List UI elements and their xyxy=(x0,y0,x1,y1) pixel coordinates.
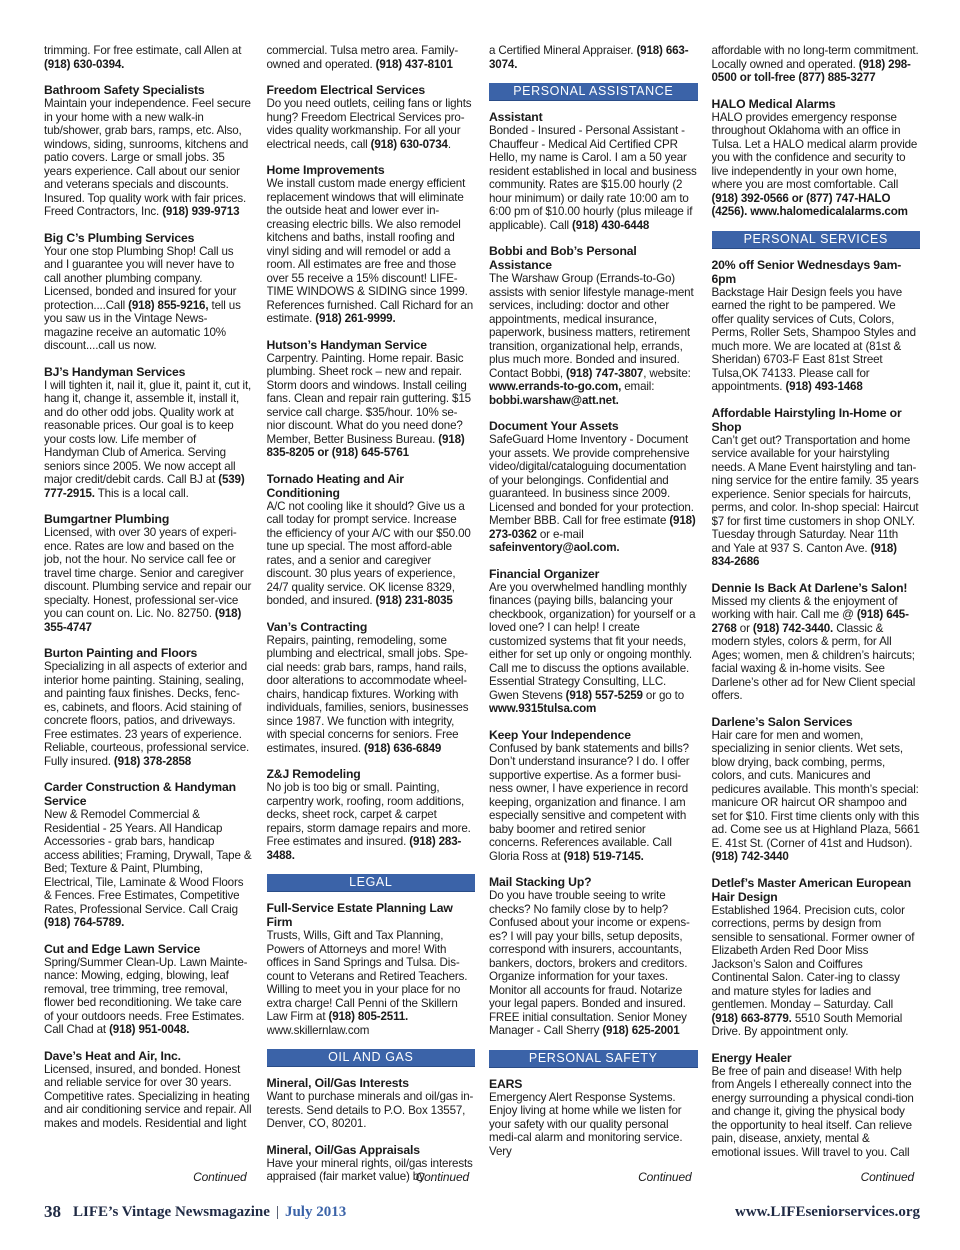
ad-text: or e-mail xyxy=(536,527,584,541)
classified-columns xyxy=(44,44,920,1184)
ad-body xyxy=(267,781,476,862)
ad-title: Affordable Hairstyling In-Home or Shop xyxy=(711,405,902,434)
ad-body xyxy=(712,1065,921,1160)
contact-info: www.9315tulsa.com xyxy=(489,702,597,715)
continued-label: Continued xyxy=(860,1169,914,1184)
ad-text: Emergency Alert Response Systems. Enjoy living at home while we listen for your safety with our quality personal medi-cal alarm and monitoring service. Very xyxy=(489,1090,683,1158)
ad-body xyxy=(44,44,253,71)
contact-info: (918) 273-0362 xyxy=(489,514,696,541)
ad-text: . xyxy=(447,137,451,151)
contact-info: (918) 764-5789. xyxy=(44,916,125,929)
classified-ad xyxy=(712,715,921,864)
ad-text: a Certified Mineral Appraiser. xyxy=(489,44,637,57)
ad-title: Mineral, Oil/Gas Interests xyxy=(266,1076,409,1090)
contact-info: (918) 283-3488. xyxy=(266,835,462,862)
ad-body xyxy=(267,97,476,151)
ad-text: Bonded - Insured - Personal Assistant - Chauffeur - Medical Aid Certified CPR Hello, my name is Carol. I am a 50 year resident established in local and business community. Rates are $15.00 hourly (2 hour minimum) or daily rate 10:00 am to 6:00 pm of $10.00 hourly (plus mileage if applicable). Call xyxy=(489,124,697,232)
ad-title: Mineral, Oil/Gas Appraisals xyxy=(266,1142,420,1157)
ad-text: SafeGuard Home Inventory - Document your assets. We provide comprehensive video/digital/cataloguing documentation of your belongings. Confidential and guaranteed. In business since 2009. Licensed and bonded for your protection. Member BBB. Call for free estimate xyxy=(489,433,694,527)
ad-text: or xyxy=(736,621,753,635)
ad-text: The Warshaw Group (Errands-to-Go) assists with senior lifestyle manage-ment services, including: doctor and other appointments, medical insurance, paperwork, business matters, retirement transition, organizational help, errands, plus much more. Bonded and insured. Contact Bobbi, xyxy=(489,272,694,380)
contact-info: www.errands-to-go.com, xyxy=(489,380,622,393)
footer-separator: | xyxy=(275,1203,279,1220)
classified-ad xyxy=(489,110,698,232)
ad-body xyxy=(267,500,476,608)
ad-text: Do you need outlets, ceiling fans or lights hung? Freedom Electrical Services pro-vides quality workmanship. For all your electrical needs, call xyxy=(266,97,472,151)
contact-info: safeinventory@aol.com. xyxy=(489,541,620,554)
ad-title: Bobbi and Bob’s Personal Assistance xyxy=(489,244,637,272)
column-3 xyxy=(489,44,698,1184)
contact-info: (918) 493-1468 xyxy=(785,380,863,393)
ad-body xyxy=(712,111,921,219)
contact-info: (918) 636-6849 xyxy=(364,741,442,755)
contact-info: (918) 805-2511. xyxy=(328,1010,409,1023)
ad-text: Backstage Hair Design feels you have earned the right to be pampered. We offer quality services of Cuts, Colors, Perms, Roller Sets, Shampoo Styles and much more. We are located at (81st & Sheridan) 6703-F East 81st Street Tulsa,OK 74133. Please call for appointments. xyxy=(711,285,916,393)
ad-title: Freedom Electrical Services xyxy=(266,83,426,97)
ad-text: commercial. Tulsa metro area. Family-owned and operated. xyxy=(266,44,459,71)
ad-title: Bumgartner Plumbing xyxy=(44,512,170,526)
ad-text: HALO provides emergency response throughout Oklahoma with an office in Tulsa. Let a HALO medical alarm provide you with the confidence and security to live independently in your own home, where you are most comfortable. Call xyxy=(711,110,918,191)
classified-ad xyxy=(44,1049,253,1131)
ad-text: Maintain your independence. Feel secure in your home with a new walk-in tub/shower, grab bars, ramps, etc. Also, windows, siding, sunrooms, kitchens and patio covers. Large or small jobs. 35 years experience. Call about our senior and veterans specials and discounts. Insured. Top quality work with fair prices. Freed Contractors, Inc. xyxy=(44,97,251,218)
contact-info: (918) 663-8779. xyxy=(711,1011,792,1025)
ad-body xyxy=(489,272,698,407)
ad-body xyxy=(712,434,921,569)
ad-title: Cut and Edge Lawn Service xyxy=(44,941,201,956)
continued-label: Continued xyxy=(415,1169,469,1184)
ad-title: Mail Stacking Up? xyxy=(489,875,592,889)
ad-text: I will tighten it, nail it, glue it, paint it, cut it, hang it, change it, assemble it, install it, and do other odd jobs. Quality work at reasonable prices. Our goal is to keep your costs low. Life member of Handyman Club of America. Serving seniors since 2005. We now accept all major credit/debit cards. Call BJ at xyxy=(44,378,252,486)
ad-body xyxy=(267,44,476,71)
contact-info: (918) 355-4747 xyxy=(44,607,242,634)
contact-info: (918) 834-2686 xyxy=(711,541,897,568)
ad-title: 20% off Senior Wednesdays 9am-6pm xyxy=(711,257,902,286)
ad-text: Do you have trouble seeing to write checks? No family close by to help? Confused about your income or expens-es? I will pay your bills, setup deposits, correspond with insurers, accountants, bankers, doctors, brokers and creditors. Organize information for your taxes. Monitor all accounts for fraud. Notarize your legal papers. Bonded and insured. FREE initial consultation. Senior Money Manager - Call Sherry xyxy=(489,889,690,1037)
contact-info: (918) 298-0500 or toll-free (877) 885-3277 xyxy=(711,57,911,84)
section-banner: OIL AND GAS xyxy=(267,1049,476,1067)
magazine-name: LIFE’s Vintage Newsmagazine xyxy=(73,1203,270,1220)
ad-body xyxy=(44,808,253,930)
ad-text: Spring/Summer Clean-Up. Lawn Mainte-nance: Mowing, edging, blowing, leaf removal, tree trimming, tree removal, flower bed reconditioning. We take care of your outdoors needs. Free Estimates. Call Chad at xyxy=(44,955,248,1036)
ad-body xyxy=(489,44,698,71)
classified-ad xyxy=(267,163,476,326)
contact-info: (918) 430-6448 xyxy=(572,218,650,232)
classified-ad xyxy=(267,901,476,1037)
classified-ad xyxy=(712,44,921,85)
classified-ad xyxy=(267,620,476,756)
ad-text: tell us you saw us in the Vintage News-magazine receive an automatic 10% discount....call us now. xyxy=(44,298,241,352)
page-footer xyxy=(44,1200,920,1224)
ad-text: Missed my clients & the enjoyment of working with hair. Call me @ xyxy=(711,594,898,621)
ad-title: Full-Service Estate Planning Law Firm xyxy=(266,901,453,929)
ad-text: New & Remodel Commercial & Residential - 25 Years. All Handicap Accessories - grab bars, handicap access abilities; Framing, Drywall, Tape & Bed; Texture & Paint, Plumbing, Electrical, Tile, Laminate & Wood Floors & Fences. Free Estimates, Competitive Rates, Professional Service. Call Craig xyxy=(44,808,252,916)
contact-info: (918) 519-7145. xyxy=(563,849,644,863)
contact-info: (539) 777-2915. xyxy=(44,473,245,500)
contact-info: (918) 630-0394. xyxy=(44,57,125,71)
ad-body xyxy=(489,124,698,232)
ad-body xyxy=(267,929,476,1037)
ad-title: Z&J Remodeling xyxy=(266,767,361,781)
ad-body xyxy=(489,1091,698,1159)
contact-info: (918) 625-2001 xyxy=(602,1024,680,1037)
ad-title: Dennie Is Back At Darlene’s Salon! xyxy=(711,580,908,595)
issue-date: July 2013 xyxy=(284,1203,347,1220)
ad-text: We install custom made energy efficient replacement windows that will eliminate the outside heat and lower ever in-creasing electric bills. We also remodel kitchens and baths, install roofing and vinyl siding and will remodel or add a room. All estimates are free and those over 55 receive a 15% discount! LIFE-TIME WINDOWS & SIDING since 1999. References furnished. Call Richard for an estimate. xyxy=(266,177,474,325)
classified-ad xyxy=(267,83,476,151)
ad-body xyxy=(267,1090,476,1131)
ad-body xyxy=(44,1063,253,1131)
contact-info: (918) 231-8035 xyxy=(375,594,453,607)
column-content xyxy=(267,44,476,1184)
classified-ad xyxy=(44,44,253,71)
ad-body xyxy=(489,742,698,864)
contact-info: (918) 630-0734 xyxy=(370,137,448,151)
ad-text: Classic & modern styles, colors & perm, for All Ages; women, men & children’s haircuts; facial waxing & in-home visits. See Darlene’s other ad for New Client special offers. xyxy=(711,621,916,702)
column-4 xyxy=(712,44,921,1184)
contact-info: (918) 663-3074. xyxy=(489,44,689,71)
ad-body xyxy=(44,97,253,219)
ad-body xyxy=(712,595,921,703)
classified-ad xyxy=(712,258,921,394)
contact-info: bobbi.warshaw@att.net. xyxy=(489,393,619,407)
ad-text: Your one stop Plumbing Shop! Call us and I guarantee you will never have to call another plumbing company. Licensed, bonded and insured for your protection....Call xyxy=(44,244,237,312)
column-content xyxy=(44,44,253,1130)
classified-ad xyxy=(267,44,476,71)
section-banner: PERSONAL ASSISTANCE xyxy=(489,83,698,101)
ad-text: Are you overwhelmed handling monthly finances (paying bills, balancing your checkbook, organization) for yourself or a loved one? I can help! I create customized systems that fit your needs, either for set up only or ongoing monthly. Call me to discuss the options available. Essential Strategy Consulting, LLC. Gwen Stevens xyxy=(489,580,696,702)
ad-text: www.skillernlaw.com xyxy=(266,1023,370,1037)
ad-title: Hutson’s Handyman Service xyxy=(266,337,427,352)
ad-body xyxy=(267,352,476,460)
ad-text: , website: xyxy=(643,366,691,380)
classified-ad xyxy=(489,1077,698,1159)
classified-ad xyxy=(267,767,476,862)
column-1 xyxy=(44,44,253,1184)
ad-body xyxy=(44,526,253,634)
section-banner: LEGAL xyxy=(267,874,476,892)
classified-ad xyxy=(712,97,921,219)
classified-ad xyxy=(44,646,253,768)
ad-body xyxy=(712,44,921,85)
ad-text: Repairs, painting, remodeling, some plumbing and electrical, small jobs. Spe-cial needs: grab bars, ramps, hand rails, door alterations to accommodate wheel-chairs, handicap fixtures. Working with individuals, families, seniors, businesses since 1987. We function with integrity, with special concerns for seniors. Free estimates, insured. xyxy=(266,633,469,755)
contact-info: (918) 557-5259 xyxy=(565,688,643,702)
classified-ad xyxy=(267,1076,476,1131)
continued-label: Continued xyxy=(193,1169,247,1184)
classified-ad xyxy=(712,406,921,569)
ad-title: Carder Construction & Handyman Service xyxy=(44,780,236,808)
ad-text: Confused by bank statements and bills? Don’t understand insurance? I do. I offer supportive expertise. As a former busi-ness owner, I have experience in record keeping, organization and finance. I am especially sensitive and competent with baby boomer and retired senior concerns. References available. Call Gloria Ross at xyxy=(489,741,690,863)
ad-text: Can’t get out? Transportation and home service available for your hairstyling needs. A Mane Event hairstyling and tan-ning service for the entire family. 35 years experience. Senior specials for haircuts, perms, and color. In-shop special: Haircut $7 for first time customers in shop ONLY. Tuesday through Saturday. Near 11th and Yale at 937 S. Canton Ave. xyxy=(711,433,919,555)
ad-title: Darlene’s Salon Services xyxy=(711,714,853,729)
classified-ad xyxy=(712,876,921,1039)
ad-text: This is a local call. xyxy=(94,486,189,500)
classified-ad xyxy=(489,244,698,407)
ad-body xyxy=(267,177,476,326)
contact-info: (918) 951-0048. xyxy=(109,1023,190,1036)
classified-ad xyxy=(489,875,698,1038)
contact-info: (918) 939-9713 xyxy=(162,205,240,218)
ad-title: Bathroom Safety Specialists xyxy=(44,83,205,97)
ad-text: trimming. For free estimate, call Allen at xyxy=(44,44,242,57)
ad-text: Carpentry. Painting. Home repair. Basic plumbing. Sheet rock – new and repair. Storm doors and windows. Install ceiling fans. Clean and repair rain guttering. $15 service call charge. $35/hour. 10% se-nior discount. What do you need done? Member, Better Business Bureau. xyxy=(266,351,471,446)
column-content xyxy=(712,44,921,1159)
ad-title: EARS xyxy=(489,1076,523,1091)
ad-title: Tornado Heating and Air Conditioning xyxy=(266,471,404,500)
ad-body xyxy=(44,660,253,768)
ad-title: HALO Medical Alarms xyxy=(711,96,836,111)
ad-text: or go to xyxy=(642,688,685,702)
website-link[interactable]: www.LIFEseniorservices.org xyxy=(735,1203,920,1220)
ad-body xyxy=(267,634,476,756)
contact-info: (918) 392-0566 or (877) 747-HALO (4256). www.halomedicalalarms.com xyxy=(711,191,908,218)
classified-ad xyxy=(489,728,698,864)
classified-ad xyxy=(44,83,253,219)
classified-ad xyxy=(44,512,253,634)
ad-title: Home Improvements xyxy=(266,163,385,177)
ad-body xyxy=(489,581,698,716)
ad-text: Established 1964. Precision cuts, color corrections, perms by design from sensible to sensational. Former owner of Elizabeth Arden Red Door Miss Jackson’s Salon and Coiffures Continental Salon. Cater-ing to classy and mature styles for ladies and gentlemen. Monday – Saturday. Call xyxy=(711,903,915,1011)
ad-title: Dave’s Heat and Air, Inc. xyxy=(44,1048,181,1063)
classified-ad xyxy=(267,338,476,460)
ad-text: Licensed, with over 30 years of experi-ence. Rates are low and based on the job, not the hour. No service call fee or travel time charge. Senior and caregiver discount. Plumbing service and repair our specialty. Honest, professional ser-vice you can count on. Lic. No. 82750. xyxy=(44,526,252,620)
classified-ad xyxy=(267,472,476,608)
section-banner: PERSONAL SAFETY xyxy=(489,1050,698,1068)
page-number: 38 xyxy=(44,1202,61,1221)
ad-body xyxy=(44,379,253,501)
column-2 xyxy=(267,44,476,1184)
ad-text: affordable with no long-term commitment. Locally owned and operated. xyxy=(711,44,919,71)
ad-body xyxy=(489,889,698,1038)
ad-body xyxy=(44,956,253,1037)
ad-title: Big C’s Plumbing Services xyxy=(44,230,195,245)
column-content xyxy=(489,44,698,1158)
ad-title: Van’s Contracting xyxy=(266,619,368,634)
ad-text: Have your mineral rights, oil/gas interests appraised (fair market value) by xyxy=(266,1156,473,1183)
contact-info: (918) 835-8205 or (918) 645-5761 xyxy=(266,432,465,459)
ad-body xyxy=(712,904,921,1039)
ad-text: 5510 South Memorial Drive. By appointment only. xyxy=(711,1011,903,1038)
ad-text: Be free of pain and disease! With help from Angels I ethereally connect into the energy surrounding a physical condi-tion and change it, giving the physical body the opportunity to heal itself. Can relieve pain, disease, anxiety, mental & emotional issues. Will travel to you. Call xyxy=(711,1064,914,1159)
contact-info: (918) 742-3440. xyxy=(752,621,834,635)
contact-info: (918) 742-3440 xyxy=(711,850,789,863)
ad-title: Document Your Assets xyxy=(489,419,619,433)
classified-ad xyxy=(712,1051,921,1160)
ad-title: Assistant xyxy=(489,110,543,124)
ad-text: Trusts, Wills, Gift and Tax Planning, Powers of Attorneys and more! With offices in Sand Springs and Tulsa. Dis-count to Veterans and Retired Teachers. Willing to meet you in your place for no extra charge! Call Penni of the Skillern Law Firm at xyxy=(266,929,468,1023)
ad-body xyxy=(489,433,698,555)
ad-text: Want to purchase minerals and oil/gas in-terests. Send details to P.O. Box 13557, Denver, CO, 80201. xyxy=(266,1090,474,1130)
ad-text: Hair care for men and women, specializing in senior clients. Wet sets, blow drying, back combing, perms, colors, and cuts. Manicures and pedicures available. This month’s special: manicure OR haircut OR shampoo and set for $10. First time clients only with this ad. Come see us at Highland Plaza, 5661 E. 41st St. (Corner of 41st and Hudson). xyxy=(711,728,920,850)
classified-ad xyxy=(44,942,253,1037)
classified-ad xyxy=(712,581,921,703)
ad-title: Burton Painting and Floors xyxy=(44,646,198,660)
ad-title: Keep Your Independence xyxy=(489,727,631,742)
ad-text: No job is too big or small. Painting, carpentry work, roofing, room additions, decks, sheet rock, carpet & carpet repairs, storm damage repairs and more. Free estimates and insured. xyxy=(266,781,471,848)
contact-info: (918) 747-3807 xyxy=(566,366,644,380)
contact-info: (918) 378-2858 xyxy=(113,754,192,768)
section-banner: PERSONAL SERVICES xyxy=(712,231,921,249)
ad-title: Energy Healer xyxy=(711,1050,792,1065)
ad-body xyxy=(712,286,921,394)
classified-ad xyxy=(44,780,253,930)
ad-text: email: xyxy=(621,380,655,393)
contact-info: (918) 437-8101 xyxy=(375,57,453,71)
contact-info: (918) 261-9999. xyxy=(315,312,396,325)
ad-body xyxy=(712,729,921,864)
ad-text: Licensed, insured, and bonded. Honest and reliable service for over 30 years. Competitive rates. Specializing in heating and air conditioning service and repair. All makes and models. Residential and light xyxy=(44,1062,252,1130)
ad-body xyxy=(44,245,253,353)
ad-title: BJ’s Handyman Services xyxy=(44,364,186,379)
classified-ad xyxy=(489,419,698,555)
continued-label: Continued xyxy=(638,1169,692,1184)
classified-ad xyxy=(489,567,698,716)
ad-title: Detlef’s Master American European Hair Design xyxy=(711,875,912,904)
classified-ad xyxy=(489,44,698,71)
classified-ad xyxy=(44,365,253,501)
classified-ad xyxy=(44,231,253,353)
ad-title: Financial Organizer xyxy=(489,566,600,581)
contact-info: (918) 855-9216, xyxy=(128,298,209,312)
ad-text: Specializing in all aspects of exterior and interior home painting. Staining, sealing, and painting faux finishes. Decks, fenc-es, cabinets, and floors. Acid staining of concrete floors, patios, and driveways. Free estimates. 23 years of experience. Reliable, courteous, professional service. Fully insured. xyxy=(44,660,250,768)
contact-info: (918) 645-2768 xyxy=(711,608,909,635)
ad-text: A/C not cooling like it should? Give us a call today for prompt service. Increase the efficiency of your A/C with our $50.00 tune up special. The most afford-able rates, and a senior and caregiver discount. 30 plus years of experience, 24/7 quality service. OK license 8329, bonded, and insured. xyxy=(266,499,471,607)
